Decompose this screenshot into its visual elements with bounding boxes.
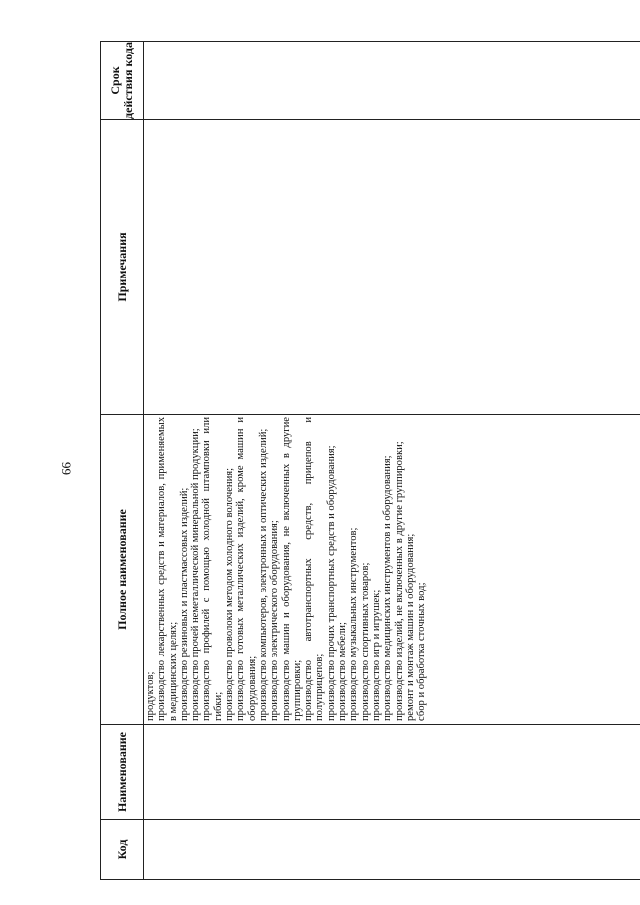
full-name-line: производство мебели; bbox=[337, 622, 349, 721]
full-name-line: производство игр и игрушек; bbox=[370, 589, 382, 721]
full-name-line: производство изделий, не включенных в другие группировки; bbox=[393, 441, 405, 721]
full-name-line: производство прочей неметаллической минеральной продукции; bbox=[190, 428, 202, 721]
cell-notes bbox=[144, 120, 640, 415]
full-name-line: ремонт и монтаж машин и оборудования; bbox=[404, 533, 416, 721]
full-name-line: производство медицинских инструментов и оборудования; bbox=[382, 455, 394, 721]
header-code: Код bbox=[101, 820, 144, 880]
full-name-line: производство компьютеров, электронных и оптических изделий; bbox=[257, 428, 269, 721]
full-name-line: производство резиновых и пластмассовых изделий; bbox=[178, 487, 190, 721]
table-row bbox=[144, 42, 640, 880]
full-name-line: продуктов; bbox=[145, 671, 156, 721]
codes-table bbox=[100, 41, 640, 880]
header-notes: Примечания bbox=[101, 120, 144, 415]
full-name-line: производство музыкальных инструментов; bbox=[348, 527, 360, 721]
full-name-line: производство автотранспортных средств, прицепов и полуприцепов; bbox=[303, 417, 326, 721]
cell-validity bbox=[144, 42, 640, 120]
header-full-name: Полное наименование bbox=[101, 415, 144, 725]
full-name-line: производство профилей с помощью холодной штамповки или гибки; bbox=[201, 417, 224, 721]
full-name-line: производство электрического оборудования; bbox=[269, 520, 281, 721]
table-header-row bbox=[101, 42, 144, 880]
full-name-line: производство готовых металлических изделий, кроме машин и оборудования; bbox=[235, 417, 258, 721]
full-name-line: производство спортивных товаров; bbox=[359, 562, 371, 721]
full-name-line: производство прочих транспортных средств и оборудования; bbox=[325, 445, 337, 721]
header-name: Наименование bbox=[101, 725, 144, 820]
full-name-line: производство проволоки методом холодного волочения; bbox=[224, 467, 236, 721]
page-number: 99 bbox=[59, 462, 74, 475]
cell-full-name bbox=[144, 415, 640, 725]
full-name-line: производство лекарственных средств и материалов, применяемых в медицинских целях; bbox=[156, 417, 179, 721]
full-name-line: сбор и обработка сточных вод; bbox=[416, 582, 428, 721]
full-name-line: производство машин и оборудования, не включенных в другие группировки; bbox=[280, 417, 303, 721]
header-validity: Срок действия кода bbox=[101, 42, 144, 120]
rotated-table-wrapper bbox=[100, 42, 640, 880]
full-name-list bbox=[145, 417, 427, 721]
cell-name bbox=[144, 725, 640, 820]
cell-code bbox=[144, 820, 640, 880]
